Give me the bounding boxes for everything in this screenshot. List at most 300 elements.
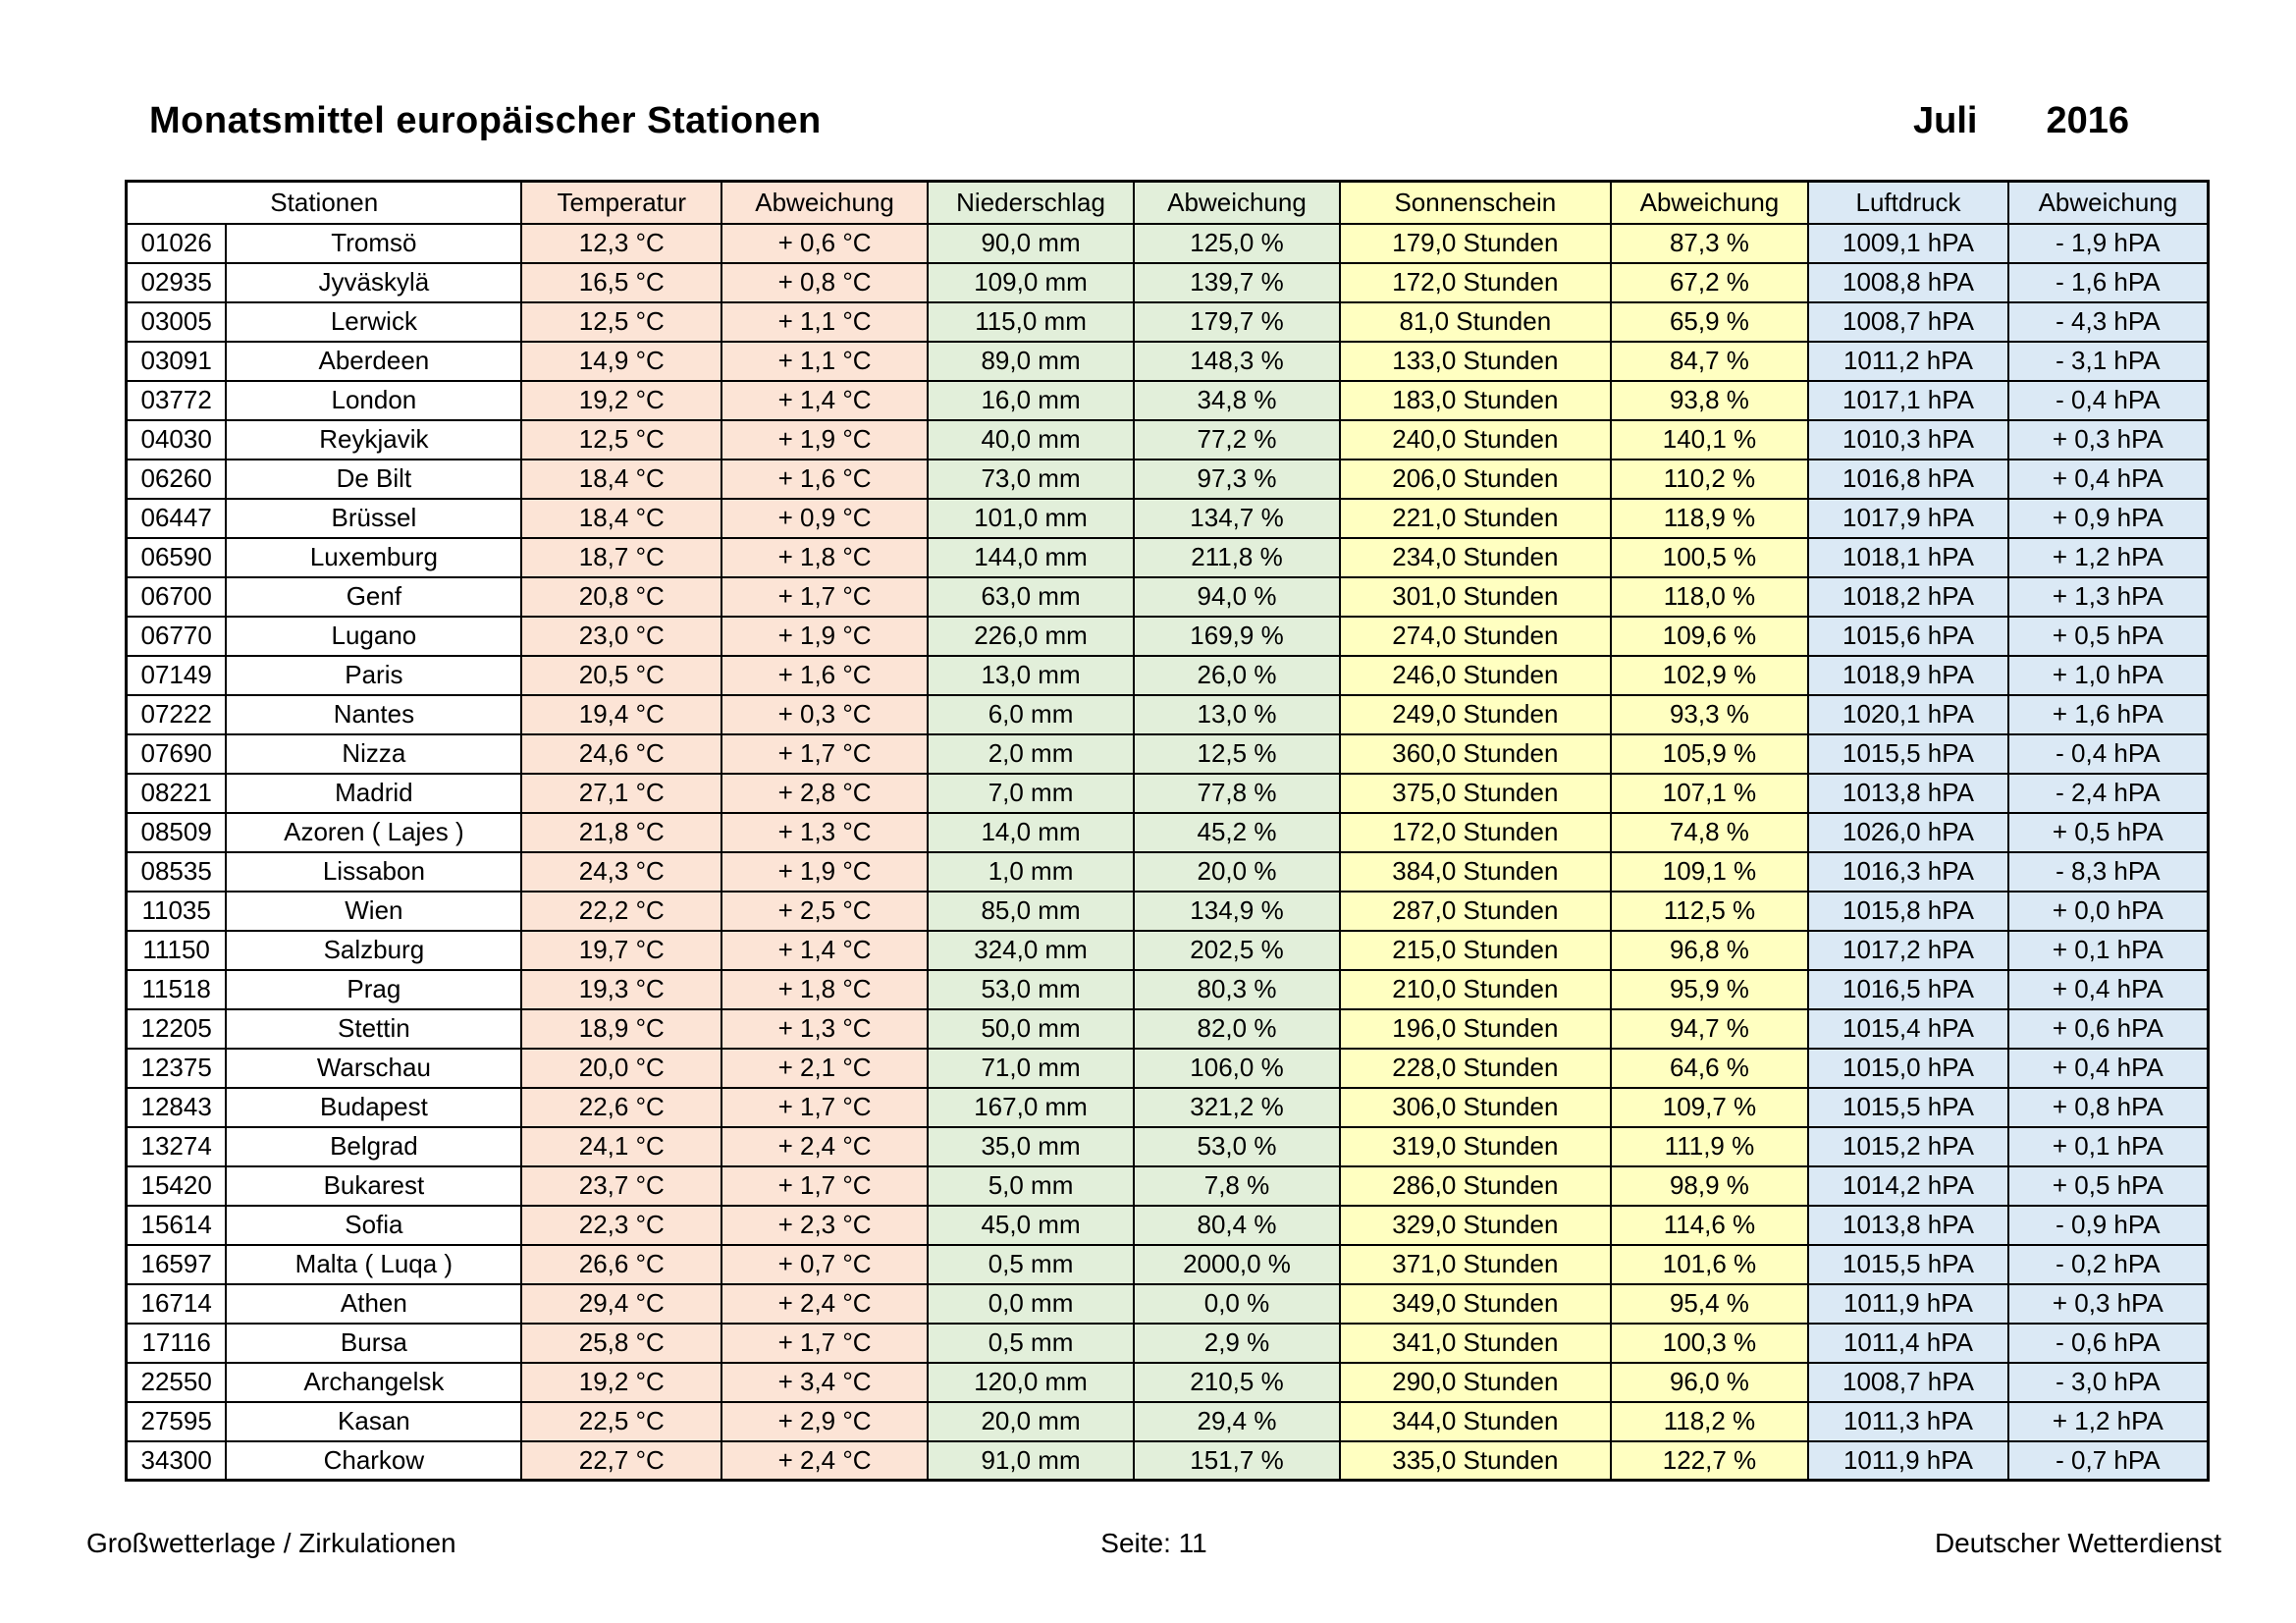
sunshine-deviation: 98,9 % bbox=[1611, 1166, 1808, 1206]
temperature-deviation: + 2,3 °C bbox=[721, 1206, 928, 1245]
table-row bbox=[127, 656, 2209, 695]
temperature-deviation: + 3,4 °C bbox=[721, 1363, 928, 1402]
temperature-value: 18,9 °C bbox=[521, 1009, 721, 1049]
sunshine-value: 329,0 Stunden bbox=[1340, 1206, 1611, 1245]
sunshine-deviation: 74,8 % bbox=[1611, 813, 1808, 852]
page-title: Monatsmittel europäischer Stationen bbox=[149, 100, 822, 141]
table-row bbox=[127, 695, 2209, 734]
precipitation-value: 226,0 mm bbox=[928, 617, 1134, 656]
pressure-deviation: + 1,2 hPA bbox=[2008, 1402, 2209, 1441]
pressure-value: 1013,8 hPA bbox=[1808, 1206, 2008, 1245]
pressure-deviation: + 0,6 hPA bbox=[2008, 1009, 2209, 1049]
precipitation-deviation: 321,2 % bbox=[1134, 1088, 1340, 1127]
precipitation-value: 109,0 mm bbox=[928, 263, 1134, 302]
pressure-deviation: + 0,8 hPA bbox=[2008, 1088, 2209, 1127]
station-id: 06770 bbox=[127, 617, 227, 656]
station-name: Athen bbox=[226, 1284, 521, 1324]
temperature-deviation: + 1,9 °C bbox=[721, 617, 928, 656]
sunshine-deviation: 114,6 % bbox=[1611, 1206, 1808, 1245]
temperature-deviation: + 1,9 °C bbox=[721, 852, 928, 892]
precipitation-deviation: 210,5 % bbox=[1134, 1363, 1340, 1402]
temperature-deviation: + 2,9 °C bbox=[721, 1402, 928, 1441]
temperature-value: 24,3 °C bbox=[521, 852, 721, 892]
station-name: Salzburg bbox=[226, 931, 521, 970]
temperature-value: 16,5 °C bbox=[521, 263, 721, 302]
table-row bbox=[127, 538, 2209, 577]
table-row bbox=[127, 1206, 2209, 1245]
sunshine-deviation: 100,3 % bbox=[1611, 1324, 1808, 1363]
pressure-deviation: - 0,9 hPA bbox=[2008, 1206, 2209, 1245]
sunshine-value: 301,0 Stunden bbox=[1340, 577, 1611, 617]
temperature-value: 12,5 °C bbox=[521, 302, 721, 342]
sunshine-value: 133,0 Stunden bbox=[1340, 342, 1611, 381]
pressure-deviation: - 3,0 hPA bbox=[2008, 1363, 2209, 1402]
table-row bbox=[127, 852, 2209, 892]
table-row bbox=[127, 420, 2209, 460]
temperature-deviation: + 2,5 °C bbox=[721, 892, 928, 931]
precipitation-deviation: 45,2 % bbox=[1134, 813, 1340, 852]
station-name: De Bilt bbox=[226, 460, 521, 499]
header-stationen: Stationen bbox=[127, 182, 522, 224]
sunshine-deviation: 94,7 % bbox=[1611, 1009, 1808, 1049]
precipitation-value: 5,0 mm bbox=[928, 1166, 1134, 1206]
precipitation-value: 63,0 mm bbox=[928, 577, 1134, 617]
pressure-deviation: + 0,9 hPA bbox=[2008, 499, 2209, 538]
pressure-value: 1015,5 hPA bbox=[1808, 1245, 2008, 1284]
station-name: Prag bbox=[226, 970, 521, 1009]
table-row bbox=[127, 813, 2209, 852]
temperature-deviation: + 0,9 °C bbox=[721, 499, 928, 538]
precipitation-deviation: 7,8 % bbox=[1134, 1166, 1340, 1206]
station-name: Paris bbox=[226, 656, 521, 695]
station-id: 13274 bbox=[127, 1127, 227, 1166]
precipitation-value: 35,0 mm bbox=[928, 1127, 1134, 1166]
station-id: 27595 bbox=[127, 1402, 227, 1441]
precipitation-deviation: 2000,0 % bbox=[1134, 1245, 1340, 1284]
station-id: 15614 bbox=[127, 1206, 227, 1245]
header-abweichung-temperatur: Abweichung bbox=[721, 182, 928, 224]
sunshine-value: 215,0 Stunden bbox=[1340, 931, 1611, 970]
sunshine-value: 240,0 Stunden bbox=[1340, 420, 1611, 460]
sunshine-deviation: 109,1 % bbox=[1611, 852, 1808, 892]
station-id: 02935 bbox=[127, 263, 227, 302]
header-abweichung-luftdruck: Abweichung bbox=[2008, 182, 2209, 224]
pressure-deviation: + 0,1 hPA bbox=[2008, 1127, 2209, 1166]
station-name: Lerwick bbox=[226, 302, 521, 342]
table-row bbox=[127, 342, 2209, 381]
pressure-value: 1018,9 hPA bbox=[1808, 656, 2008, 695]
precipitation-deviation: 179,7 % bbox=[1134, 302, 1340, 342]
sunshine-value: 375,0 Stunden bbox=[1340, 774, 1611, 813]
station-name: Azoren ( Lajes ) bbox=[226, 813, 521, 852]
pressure-value: 1017,2 hPA bbox=[1808, 931, 2008, 970]
temperature-deviation: + 1,7 °C bbox=[721, 1166, 928, 1206]
pressure-deviation: - 0,7 hPA bbox=[2008, 1441, 2209, 1481]
sunshine-deviation: 93,8 % bbox=[1611, 381, 1808, 420]
pressure-deviation: - 4,3 hPA bbox=[2008, 302, 2209, 342]
precipitation-deviation: 80,3 % bbox=[1134, 970, 1340, 1009]
sunshine-deviation: 65,9 % bbox=[1611, 302, 1808, 342]
temperature-value: 22,3 °C bbox=[521, 1206, 721, 1245]
station-id: 11035 bbox=[127, 892, 227, 931]
temperature-deviation: + 1,4 °C bbox=[721, 381, 928, 420]
pressure-value: 1015,2 hPA bbox=[1808, 1127, 2008, 1166]
header-luftdruck: Luftdruck bbox=[1808, 182, 2008, 224]
station-id: 04030 bbox=[127, 420, 227, 460]
sunshine-value: 179,0 Stunden bbox=[1340, 224, 1611, 263]
station-name: Archangelsk bbox=[226, 1363, 521, 1402]
sunshine-deviation: 95,9 % bbox=[1611, 970, 1808, 1009]
table-row bbox=[127, 1009, 2209, 1049]
temperature-deviation: + 0,7 °C bbox=[721, 1245, 928, 1284]
sunshine-value: 286,0 Stunden bbox=[1340, 1166, 1611, 1206]
precipitation-deviation: 2,9 % bbox=[1134, 1324, 1340, 1363]
precipitation-deviation: 202,5 % bbox=[1134, 931, 1340, 970]
page-number: Seite: 11 bbox=[1100, 1528, 1207, 1558]
temperature-value: 19,4 °C bbox=[521, 695, 721, 734]
sunshine-value: 290,0 Stunden bbox=[1340, 1363, 1611, 1402]
temperature-value: 29,4 °C bbox=[521, 1284, 721, 1324]
precipitation-value: 0,0 mm bbox=[928, 1284, 1134, 1324]
pressure-deviation: + 0,4 hPA bbox=[2008, 970, 2209, 1009]
sunshine-value: 196,0 Stunden bbox=[1340, 1009, 1611, 1049]
stations-table bbox=[125, 180, 2210, 1482]
pressure-value: 1026,0 hPA bbox=[1808, 813, 2008, 852]
station-name: Reykjavik bbox=[226, 420, 521, 460]
sunshine-value: 287,0 Stunden bbox=[1340, 892, 1611, 931]
pressure-value: 1008,8 hPA bbox=[1808, 263, 2008, 302]
precipitation-deviation: 26,0 % bbox=[1134, 656, 1340, 695]
table-row bbox=[127, 617, 2209, 656]
sunshine-value: 306,0 Stunden bbox=[1340, 1088, 1611, 1127]
pressure-value: 1014,2 hPA bbox=[1808, 1166, 2008, 1206]
table-row bbox=[127, 774, 2209, 813]
precipitation-value: 71,0 mm bbox=[928, 1049, 1134, 1088]
temperature-value: 21,8 °C bbox=[521, 813, 721, 852]
pressure-deviation: + 0,5 hPA bbox=[2008, 617, 2209, 656]
sunshine-deviation: 107,1 % bbox=[1611, 774, 1808, 813]
station-name: Brüssel bbox=[226, 499, 521, 538]
station-name: Budapest bbox=[226, 1088, 521, 1127]
table-row bbox=[127, 1088, 2209, 1127]
sunshine-deviation: 100,5 % bbox=[1611, 538, 1808, 577]
sunshine-deviation: 122,7 % bbox=[1611, 1441, 1808, 1481]
precipitation-value: 101,0 mm bbox=[928, 499, 1134, 538]
table-row bbox=[127, 1402, 2209, 1441]
station-table-body bbox=[127, 224, 2209, 1481]
temperature-value: 12,5 °C bbox=[521, 420, 721, 460]
pressure-value: 1015,6 hPA bbox=[1808, 617, 2008, 656]
precipitation-value: 14,0 mm bbox=[928, 813, 1134, 852]
pressure-value: 1018,2 hPA bbox=[1808, 577, 2008, 617]
temperature-deviation: + 0,8 °C bbox=[721, 263, 928, 302]
table-row bbox=[127, 1166, 2209, 1206]
table-row bbox=[127, 460, 2209, 499]
table-row bbox=[127, 931, 2209, 970]
pressure-deviation: + 0,0 hPA bbox=[2008, 892, 2209, 931]
precipitation-value: 0,5 mm bbox=[928, 1324, 1134, 1363]
pressure-deviation: - 1,9 hPA bbox=[2008, 224, 2209, 263]
table-row bbox=[127, 381, 2209, 420]
sunshine-value: 210,0 Stunden bbox=[1340, 970, 1611, 1009]
pressure-value: 1017,9 hPA bbox=[1808, 499, 2008, 538]
sunshine-value: 249,0 Stunden bbox=[1340, 695, 1611, 734]
header-temperatur: Temperatur bbox=[521, 182, 721, 224]
temperature-deviation: + 0,3 °C bbox=[721, 695, 928, 734]
sunshine-value: 349,0 Stunden bbox=[1340, 1284, 1611, 1324]
sunshine-deviation: 109,7 % bbox=[1611, 1088, 1808, 1127]
sunshine-deviation: 109,6 % bbox=[1611, 617, 1808, 656]
sunshine-deviation: 64,6 % bbox=[1611, 1049, 1808, 1088]
station-id: 01026 bbox=[127, 224, 227, 263]
table-row bbox=[127, 1049, 2209, 1088]
temperature-deviation: + 0,6 °C bbox=[721, 224, 928, 263]
sunshine-deviation: 110,2 % bbox=[1611, 460, 1808, 499]
station-id: 06590 bbox=[127, 538, 227, 577]
precipitation-value: 7,0 mm bbox=[928, 774, 1134, 813]
pressure-deviation: - 1,6 hPA bbox=[2008, 263, 2209, 302]
station-name: Belgrad bbox=[226, 1127, 521, 1166]
pressure-value: 1011,2 hPA bbox=[1808, 342, 2008, 381]
temperature-value: 27,1 °C bbox=[521, 774, 721, 813]
period-year: 2016 bbox=[2046, 100, 2129, 141]
sunshine-value: 172,0 Stunden bbox=[1340, 263, 1611, 302]
precipitation-value: 40,0 mm bbox=[928, 420, 1134, 460]
temperature-value: 20,5 °C bbox=[521, 656, 721, 695]
sunshine-deviation: 84,7 % bbox=[1611, 342, 1808, 381]
station-name: Stettin bbox=[226, 1009, 521, 1049]
pressure-deviation: - 0,4 hPA bbox=[2008, 381, 2209, 420]
precipitation-deviation: 134,7 % bbox=[1134, 499, 1340, 538]
sunshine-deviation: 118,9 % bbox=[1611, 499, 1808, 538]
precipitation-value: 13,0 mm bbox=[928, 656, 1134, 695]
station-id: 11518 bbox=[127, 970, 227, 1009]
station-name: Tromsö bbox=[226, 224, 521, 263]
station-name: Malta ( Luqa ) bbox=[226, 1245, 521, 1284]
station-id: 12843 bbox=[127, 1088, 227, 1127]
precipitation-value: 324,0 mm bbox=[928, 931, 1134, 970]
temperature-value: 24,6 °C bbox=[521, 734, 721, 774]
sunshine-value: 246,0 Stunden bbox=[1340, 656, 1611, 695]
station-id: 34300 bbox=[127, 1441, 227, 1481]
stations-table-container bbox=[125, 180, 2210, 1482]
table-row bbox=[127, 1324, 2209, 1363]
table-row bbox=[127, 1441, 2209, 1481]
table-row bbox=[127, 970, 2209, 1009]
temperature-deviation: + 1,7 °C bbox=[721, 1324, 928, 1363]
table-row bbox=[127, 1127, 2209, 1166]
pressure-deviation: + 0,4 hPA bbox=[2008, 460, 2209, 499]
station-id: 06700 bbox=[127, 577, 227, 617]
table-row bbox=[127, 1245, 2209, 1284]
precipitation-value: 20,0 mm bbox=[928, 1402, 1134, 1441]
temperature-deviation: + 1,7 °C bbox=[721, 577, 928, 617]
temperature-deviation: + 1,3 °C bbox=[721, 813, 928, 852]
precipitation-value: 0,5 mm bbox=[928, 1245, 1134, 1284]
sunshine-value: 183,0 Stunden bbox=[1340, 381, 1611, 420]
precipitation-deviation: 169,9 % bbox=[1134, 617, 1340, 656]
pressure-value: 1008,7 hPA bbox=[1808, 302, 2008, 342]
page-footer bbox=[86, 1528, 2221, 1559]
temperature-deviation: + 1,6 °C bbox=[721, 460, 928, 499]
sunshine-deviation: 112,5 % bbox=[1611, 892, 1808, 931]
precipitation-deviation: 148,3 % bbox=[1134, 342, 1340, 381]
temperature-deviation: + 2,4 °C bbox=[721, 1284, 928, 1324]
pressure-deviation: - 8,3 hPA bbox=[2008, 852, 2209, 892]
pressure-deviation: + 1,3 hPA bbox=[2008, 577, 2209, 617]
precipitation-deviation: 134,9 % bbox=[1134, 892, 1340, 931]
pressure-value: 1011,9 hPA bbox=[1808, 1284, 2008, 1324]
pressure-value: 1016,5 hPA bbox=[1808, 970, 2008, 1009]
sunshine-value: 206,0 Stunden bbox=[1340, 460, 1611, 499]
sunshine-deviation: 93,3 % bbox=[1611, 695, 1808, 734]
temperature-deviation: + 2,4 °C bbox=[721, 1441, 928, 1481]
temperature-deviation: + 1,8 °C bbox=[721, 970, 928, 1009]
sunshine-deviation: 111,9 % bbox=[1611, 1127, 1808, 1166]
pressure-value: 1010,3 hPA bbox=[1808, 420, 2008, 460]
precipitation-value: 16,0 mm bbox=[928, 381, 1134, 420]
precipitation-value: 115,0 mm bbox=[928, 302, 1134, 342]
pressure-deviation: + 1,6 hPA bbox=[2008, 695, 2209, 734]
precipitation-deviation: 0,0 % bbox=[1134, 1284, 1340, 1324]
temperature-value: 19,7 °C bbox=[521, 931, 721, 970]
precipitation-value: 2,0 mm bbox=[928, 734, 1134, 774]
sunshine-deviation: 102,9 % bbox=[1611, 656, 1808, 695]
table-row bbox=[127, 577, 2209, 617]
header-abweichung-sonnenschein: Abweichung bbox=[1611, 182, 1808, 224]
precipitation-deviation: 77,8 % bbox=[1134, 774, 1340, 813]
pressure-value: 1008,7 hPA bbox=[1808, 1363, 2008, 1402]
precipitation-deviation: 211,8 % bbox=[1134, 538, 1340, 577]
pressure-deviation: + 1,2 hPA bbox=[2008, 538, 2209, 577]
temperature-deviation: + 1,4 °C bbox=[721, 931, 928, 970]
sunshine-value: 234,0 Stunden bbox=[1340, 538, 1611, 577]
precipitation-deviation: 151,7 % bbox=[1134, 1441, 1340, 1481]
station-id: 22550 bbox=[127, 1363, 227, 1402]
sunshine-value: 341,0 Stunden bbox=[1340, 1324, 1611, 1363]
pressure-value: 1015,8 hPA bbox=[1808, 892, 2008, 931]
station-id: 08221 bbox=[127, 774, 227, 813]
station-id: 08535 bbox=[127, 852, 227, 892]
temperature-deviation: + 2,1 °C bbox=[721, 1049, 928, 1088]
table-row bbox=[127, 734, 2209, 774]
precipitation-deviation: 13,0 % bbox=[1134, 695, 1340, 734]
sunshine-value: 344,0 Stunden bbox=[1340, 1402, 1611, 1441]
station-name: Luxemburg bbox=[226, 538, 521, 577]
station-id: 08509 bbox=[127, 813, 227, 852]
temperature-value: 20,8 °C bbox=[521, 577, 721, 617]
sunshine-deviation: 118,0 % bbox=[1611, 577, 1808, 617]
temperature-deviation: + 1,7 °C bbox=[721, 1088, 928, 1127]
pressure-deviation: + 0,4 hPA bbox=[2008, 1049, 2209, 1088]
precipitation-deviation: 29,4 % bbox=[1134, 1402, 1340, 1441]
pressure-deviation: - 0,2 hPA bbox=[2008, 1245, 2209, 1284]
sunshine-value: 274,0 Stunden bbox=[1340, 617, 1611, 656]
temperature-value: 25,8 °C bbox=[521, 1324, 721, 1363]
temperature-value: 14,9 °C bbox=[521, 342, 721, 381]
sunshine-value: 221,0 Stunden bbox=[1340, 499, 1611, 538]
pressure-value: 1009,1 hPA bbox=[1808, 224, 2008, 263]
station-name: Lugano bbox=[226, 617, 521, 656]
temperature-value: 12,3 °C bbox=[521, 224, 721, 263]
precipitation-value: 1,0 mm bbox=[928, 852, 1134, 892]
sunshine-deviation: 140,1 % bbox=[1611, 420, 1808, 460]
table-row bbox=[127, 1363, 2209, 1402]
sunshine-value: 81,0 Stunden bbox=[1340, 302, 1611, 342]
precipitation-deviation: 20,0 % bbox=[1134, 852, 1340, 892]
table-row bbox=[127, 892, 2209, 931]
temperature-value: 22,5 °C bbox=[521, 1402, 721, 1441]
temperature-value: 22,6 °C bbox=[521, 1088, 721, 1127]
pressure-value: 1018,1 hPA bbox=[1808, 538, 2008, 577]
station-id: 07222 bbox=[127, 695, 227, 734]
precipitation-value: 120,0 mm bbox=[928, 1363, 1134, 1402]
sunshine-deviation: 118,2 % bbox=[1611, 1402, 1808, 1441]
table-row bbox=[127, 302, 2209, 342]
sunshine-deviation: 96,8 % bbox=[1611, 931, 1808, 970]
sunshine-deviation: 105,9 % bbox=[1611, 734, 1808, 774]
pressure-value: 1011,4 hPA bbox=[1808, 1324, 2008, 1363]
station-name: Nantes bbox=[226, 695, 521, 734]
precipitation-value: 144,0 mm bbox=[928, 538, 1134, 577]
precipitation-deviation: 80,4 % bbox=[1134, 1206, 1340, 1245]
station-name: Aberdeen bbox=[226, 342, 521, 381]
sunshine-value: 172,0 Stunden bbox=[1340, 813, 1611, 852]
table-row bbox=[127, 1284, 2209, 1324]
station-name: Sofia bbox=[226, 1206, 521, 1245]
title-bar bbox=[149, 100, 2129, 142]
station-name: Jyväskylä bbox=[226, 263, 521, 302]
station-name: Charkow bbox=[226, 1441, 521, 1481]
station-id: 12205 bbox=[127, 1009, 227, 1049]
pressure-deviation: + 0,3 hPA bbox=[2008, 420, 2209, 460]
precipitation-value: 73,0 mm bbox=[928, 460, 1134, 499]
pressure-deviation: - 0,4 hPA bbox=[2008, 734, 2209, 774]
station-id: 03091 bbox=[127, 342, 227, 381]
temperature-deviation: + 1,1 °C bbox=[721, 342, 928, 381]
station-id: 12375 bbox=[127, 1049, 227, 1088]
temperature-deviation: + 1,8 °C bbox=[721, 538, 928, 577]
station-name: Warschau bbox=[226, 1049, 521, 1088]
station-name: London bbox=[226, 381, 521, 420]
pressure-value: 1017,1 hPA bbox=[1808, 381, 2008, 420]
station-id: 16597 bbox=[127, 1245, 227, 1284]
pressure-value: 1016,8 hPA bbox=[1808, 460, 2008, 499]
pressure-value: 1020,1 hPA bbox=[1808, 695, 2008, 734]
sunshine-deviation: 67,2 % bbox=[1611, 263, 1808, 302]
temperature-value: 23,0 °C bbox=[521, 617, 721, 656]
station-id: 03005 bbox=[127, 302, 227, 342]
sunshine-value: 371,0 Stunden bbox=[1340, 1245, 1611, 1284]
temperature-deviation: + 2,4 °C bbox=[721, 1127, 928, 1166]
header-niederschlag: Niederschlag bbox=[928, 182, 1134, 224]
temperature-value: 24,1 °C bbox=[521, 1127, 721, 1166]
station-id: 07149 bbox=[127, 656, 227, 695]
station-name: Bukarest bbox=[226, 1166, 521, 1206]
pressure-value: 1015,5 hPA bbox=[1808, 734, 2008, 774]
sunshine-deviation: 101,6 % bbox=[1611, 1245, 1808, 1284]
table-header-row bbox=[127, 182, 2209, 224]
precipitation-deviation: 106,0 % bbox=[1134, 1049, 1340, 1088]
pressure-deviation: + 1,0 hPA bbox=[2008, 656, 2209, 695]
temperature-deviation: + 1,6 °C bbox=[721, 656, 928, 695]
period-month: Juli bbox=[1912, 100, 1978, 141]
precipitation-value: 89,0 mm bbox=[928, 342, 1134, 381]
report-period bbox=[1913, 100, 2129, 142]
sunshine-value: 360,0 Stunden bbox=[1340, 734, 1611, 774]
station-id: 17116 bbox=[127, 1324, 227, 1363]
temperature-value: 19,2 °C bbox=[521, 381, 721, 420]
